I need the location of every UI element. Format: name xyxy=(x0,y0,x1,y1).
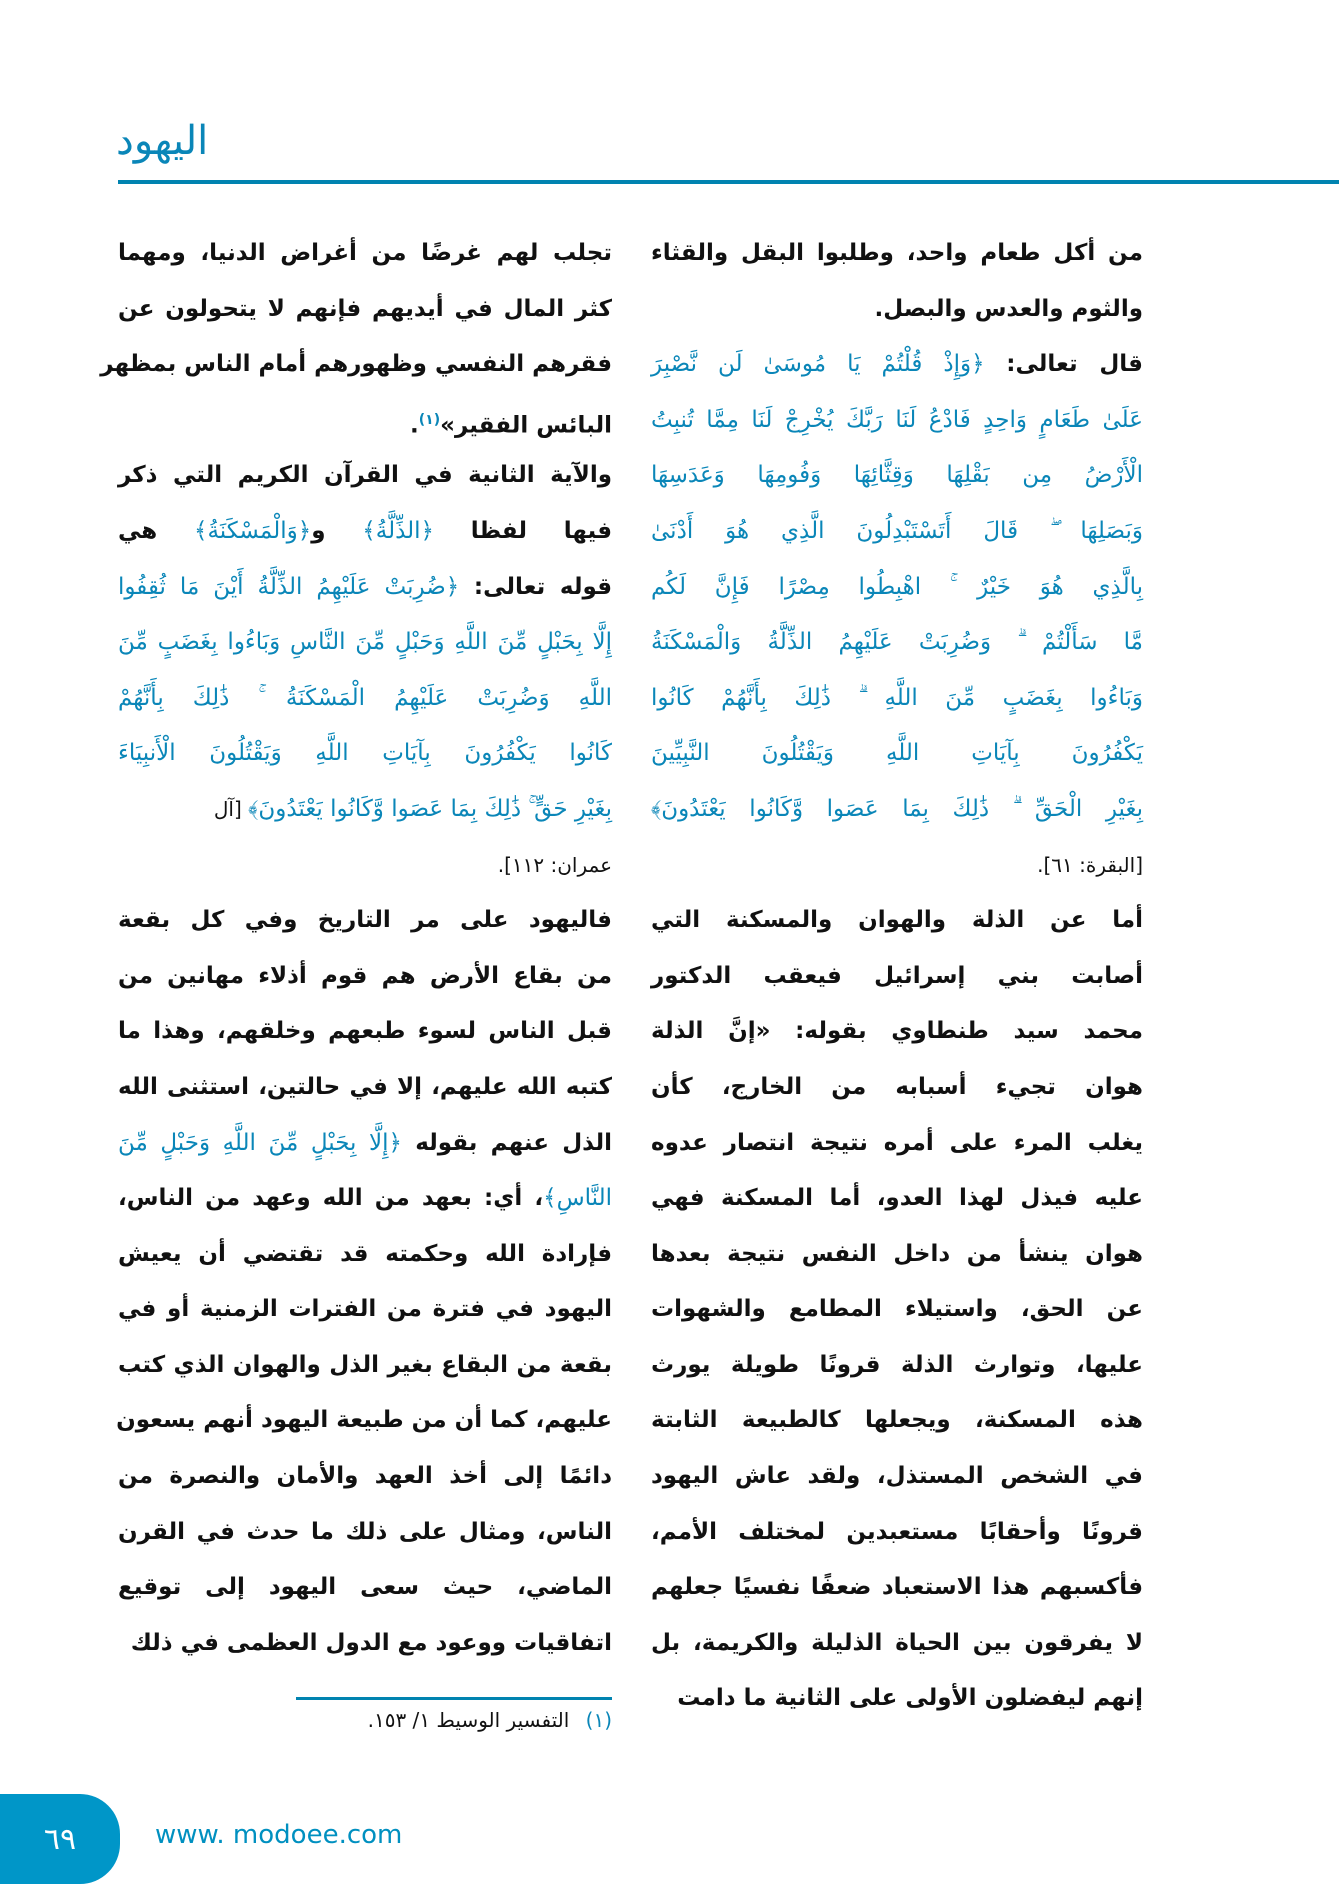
body-text: ، أي: بعهد من الله وعهد من الناس، xyxy=(118,1185,544,1212)
text-line xyxy=(118,1505,612,1561)
text-line xyxy=(651,282,1143,338)
quran-verse: وَبَاءُوا بِغَضَبٍ مِّنَ اللَّهِ ۗ ذَٰلِكَ بِأَنَّهُمْ كَانُوا xyxy=(651,684,1143,711)
quran-verse: اللَّهِ وَضُرِبَتْ عَلَيْهِمُ الْمَسْكَنَةُ ۚ ذَٰلِكَ بِأَنَّهُمْ xyxy=(118,684,612,711)
text-line xyxy=(118,504,612,560)
body-text: كتبه الله عليهم، إلا في حالتين، استثنى الله xyxy=(118,1073,612,1100)
verse-reference: [آل xyxy=(213,796,249,821)
body-text: الماضي، حيث سعى اليهود إلى توقيع xyxy=(118,1574,612,1601)
body-text: أصابت بني إسرائيل فيعقب الدكتور xyxy=(651,962,1143,989)
body-text: فيها لفظا xyxy=(434,517,613,544)
page-number: ٦٩ xyxy=(43,1821,77,1857)
body-text: هي xyxy=(118,517,194,544)
quran-verse: بِالَّذِي هُوَ خَيْرٌ ۚ اهْبِطُوا مِصْرًا فَإِنَّ لَكُم xyxy=(651,573,1143,600)
body-text: فقرهم النفسي وظهورهم أمام الناس بمظهر xyxy=(100,351,612,378)
quran-verse: ﴿ضُرِبَتْ عَلَيْهِمُ الذِّلَّةُ أَيْنَ مَا ثُقِفُوا xyxy=(118,573,460,600)
body-text: من أكل طعام واحد، وطلبوا البقل والقثاء xyxy=(651,240,1143,266)
text-line xyxy=(118,671,612,727)
body-text: هوان تجيء أسبابه من الخارج، كأن xyxy=(651,1073,1143,1100)
text-line xyxy=(651,782,1143,838)
text-line xyxy=(118,1004,612,1060)
body-text: قوله تعالى: xyxy=(459,573,612,600)
text-line xyxy=(651,615,1143,671)
quran-verse: عَلَىٰ طَعَامٍ وَاحِدٍ فَادْعُ لَنَا رَبَّكَ يُخْرِجْ لَنَا مِمَّا تُنبِتُ xyxy=(651,406,1143,433)
body-text: و xyxy=(311,517,363,544)
quran-verse: يَكْفُرُونَ بِآيَاتِ اللَّهِ وَيَقْتُلُونَ النَّبِيِّينَ xyxy=(651,740,1143,767)
verse-reference: عمران: ١١٢]. xyxy=(497,852,612,877)
body-text: كثر المال في أيديهم فإنهم لا يتحولون عن xyxy=(118,295,612,322)
text-line xyxy=(118,1282,612,1338)
text-line xyxy=(651,504,1143,560)
footnote-text: التفسير الوسيط ١/ ١٥٣. xyxy=(367,1708,570,1732)
quran-verse: وَبَصَلِهَا ۖ قَالَ أَتَسْتَبْدِلُونَ الَّذِي هُوَ أَدْنَىٰ xyxy=(651,517,1143,544)
text-line xyxy=(651,1560,1143,1616)
text-line xyxy=(651,1449,1143,1505)
body-text: عليها، وتوارث الذلة قرونًا طويلة يورث xyxy=(651,1351,1143,1378)
text-line xyxy=(118,782,612,838)
quran-verse: مَّا سَأَلْتُمْ ۗ وَضُرِبَتْ عَلَيْهِمُ الذِّلَّةُ وَالْمَسْكَنَةُ xyxy=(651,629,1143,656)
text-line xyxy=(118,949,612,1005)
text-line xyxy=(651,1338,1143,1394)
body-text: بقعة من البقاع بغير الذل والهوان الذي كتب xyxy=(118,1351,612,1378)
quran-verse: ﴿وَالْمَسْكَنَةُ﴾ xyxy=(193,517,312,544)
text-line xyxy=(118,1171,612,1227)
text-line xyxy=(651,1171,1143,1227)
text-line xyxy=(118,393,612,449)
body-text: قال تعالى: xyxy=(984,351,1143,378)
body-text: عليهم، كما أن من طبيعة اليهود أنهم يسعون xyxy=(116,1407,612,1434)
quran-verse: إِلَّا بِحَبْلٍ مِّنَ اللَّهِ وَحَبْلٍ مِّنَ النَّاسِ وَبَاءُوا بِغَضَبٍ مِّنَ xyxy=(118,629,612,656)
body-text: فاليهود على مر التاريخ وفي كل بقعة xyxy=(118,907,612,934)
verse-reference: [البقرة: ٦١]. xyxy=(1037,852,1143,877)
text-line xyxy=(118,1449,612,1505)
body-text: اتفاقيات ووعود مع الدول العظمى في ذلك xyxy=(130,1629,612,1656)
text-line xyxy=(651,1227,1143,1283)
website-url: www. modoee.com xyxy=(155,1820,403,1850)
text-line xyxy=(118,615,612,671)
body-text: قرونًا وأحقابًا مستعبدين لمختلف الأمم، xyxy=(651,1518,1143,1545)
quran-verse: بِغَيْرِ حَقٍّ ۚ ذَٰلِكَ بِمَا عَصَوا وَّكَانُوا يَعْتَدُونَ﴾ xyxy=(248,795,612,822)
body-text: هذه المسكنة، ويجعلها كالطبيعة الثابتة xyxy=(651,1407,1143,1434)
footnote xyxy=(296,1708,612,1732)
text-line xyxy=(651,726,1143,782)
footnote-number: (١) xyxy=(585,1708,612,1732)
body-text: اليهود في فترة من الفترات الزمنية أو في xyxy=(118,1296,612,1323)
body-text: دائمًا إلى أخذ العهد والأمان والنصرة من xyxy=(118,1463,612,1490)
body-text: الناس، ومثال على ذلك ما حدث في القرن xyxy=(118,1518,612,1545)
page-number-badge xyxy=(0,1794,120,1884)
text-line xyxy=(118,1393,612,1449)
body-text: أما عن الذلة والهوان والمسكنة التي xyxy=(651,907,1143,934)
right-column xyxy=(651,226,1143,1727)
body-text: من بقاع الأرض هم قوم أذلاء مهانين من xyxy=(118,962,612,989)
text-line xyxy=(651,838,1143,894)
text-line xyxy=(118,1060,612,1116)
text-line xyxy=(651,1116,1143,1172)
body-text: لا يفرقون بين الحياة الذليلة والكريمة، بل xyxy=(651,1629,1143,1656)
text-line xyxy=(651,1393,1143,1449)
text-line xyxy=(118,560,612,616)
text-line xyxy=(118,726,612,782)
text-line xyxy=(651,1060,1143,1116)
quran-verse: الْأَرْضُ مِن بَقْلِهَا وَقِثَّائِهَا وَفُومِهَا وَعَدَسِهَا xyxy=(651,462,1143,489)
footnote-marker: (١) xyxy=(418,411,441,428)
quran-verse: ﴿وَإِذْ قُلْتُمْ يَا مُوسَىٰ لَن نَّصْبِرَ xyxy=(651,351,985,378)
quran-verse: كَانُوا يَكْفُرُونَ بِآيَاتِ اللَّهِ وَيَقْتُلُونَ الْأَنبِيَاءَ xyxy=(118,740,612,767)
quran-verse: ﴿الذِّلَّةُ﴾ xyxy=(362,517,435,544)
body-text: فأكسبهم هذا الاستعباد ضعفًا نفسيًا جعلهم xyxy=(651,1574,1143,1601)
body-text: هوان ينشأ من داخل النفس نتيجة بعدها xyxy=(651,1240,1143,1267)
body-text: محمد سيد طنطاوي بقوله: «إنَّ الذلة xyxy=(651,1018,1143,1045)
text-line xyxy=(651,949,1143,1005)
text-line xyxy=(118,1338,612,1394)
text-line xyxy=(118,893,612,949)
running-header-title: اليهود xyxy=(116,118,209,164)
text-line xyxy=(651,337,1143,393)
text-line xyxy=(651,560,1143,616)
body-text: الذل عنهم بقوله xyxy=(401,1129,612,1156)
body-text: يغلب المرء على أمره نتيجة انتصار عدوه xyxy=(651,1129,1143,1156)
text-line xyxy=(118,448,612,504)
text-line xyxy=(651,1616,1143,1672)
text-line xyxy=(118,838,612,894)
text-line xyxy=(118,1560,612,1616)
body-text: إنهم ليفضلون الأولى على الثانية ما دامت xyxy=(677,1685,1143,1712)
text-line xyxy=(118,1227,612,1283)
text-line xyxy=(651,1505,1143,1561)
text-line xyxy=(118,1616,612,1672)
text-line xyxy=(651,448,1143,504)
left-column xyxy=(100,226,613,1671)
body-text: . xyxy=(410,412,419,439)
text-line xyxy=(651,671,1143,727)
body-text: فإرادة الله وحكمته قد تقتضي أن يعيش xyxy=(118,1240,612,1267)
text-line xyxy=(651,1282,1143,1338)
text-line xyxy=(118,226,612,282)
body-text: عليه فيذل لهذا العدو، أما المسكنة فهي xyxy=(651,1185,1143,1212)
quran-verse: ﴿إِلَّا بِحَبْلٍ مِّنَ اللَّهِ وَحَبْلٍ مِّنَ xyxy=(118,1129,402,1156)
text-line xyxy=(651,226,1143,282)
body-text: تجلب لهم غرضًا من أغراض الدنيا، ومهما xyxy=(118,240,612,266)
body-text: البائس الفقير» xyxy=(440,412,612,439)
body-text: قبل الناس لسوء طبعهم وخلقهم، وهذا ما xyxy=(118,1018,612,1045)
quran-verse: النَّاسِ﴾ xyxy=(543,1185,612,1212)
text-line xyxy=(651,893,1143,949)
body-text: والثوم والعدس والبصل. xyxy=(874,295,1143,322)
text-line xyxy=(118,282,612,338)
text-line xyxy=(651,1004,1143,1060)
body-text: في الشخص المستذل، ولقد عاش اليهود xyxy=(651,1463,1143,1490)
quran-verse: بِغَيْرِ الْحَقِّ ۗ ذَٰلِكَ بِمَا عَصَوا وَّكَانُوا يَعْتَدُونَ﴾ xyxy=(651,795,1143,822)
text-line xyxy=(651,393,1143,449)
body-text: والآية الثانية في القرآن الكريم التي ذكر xyxy=(118,462,612,489)
body-text: عن الحق، واستيلاء المطامع والشهوات xyxy=(651,1296,1143,1323)
text-line xyxy=(651,1671,1143,1727)
text-line xyxy=(118,1116,612,1172)
footnote-rule xyxy=(296,1697,612,1700)
text-line xyxy=(100,337,612,393)
header-rule xyxy=(118,180,1339,184)
